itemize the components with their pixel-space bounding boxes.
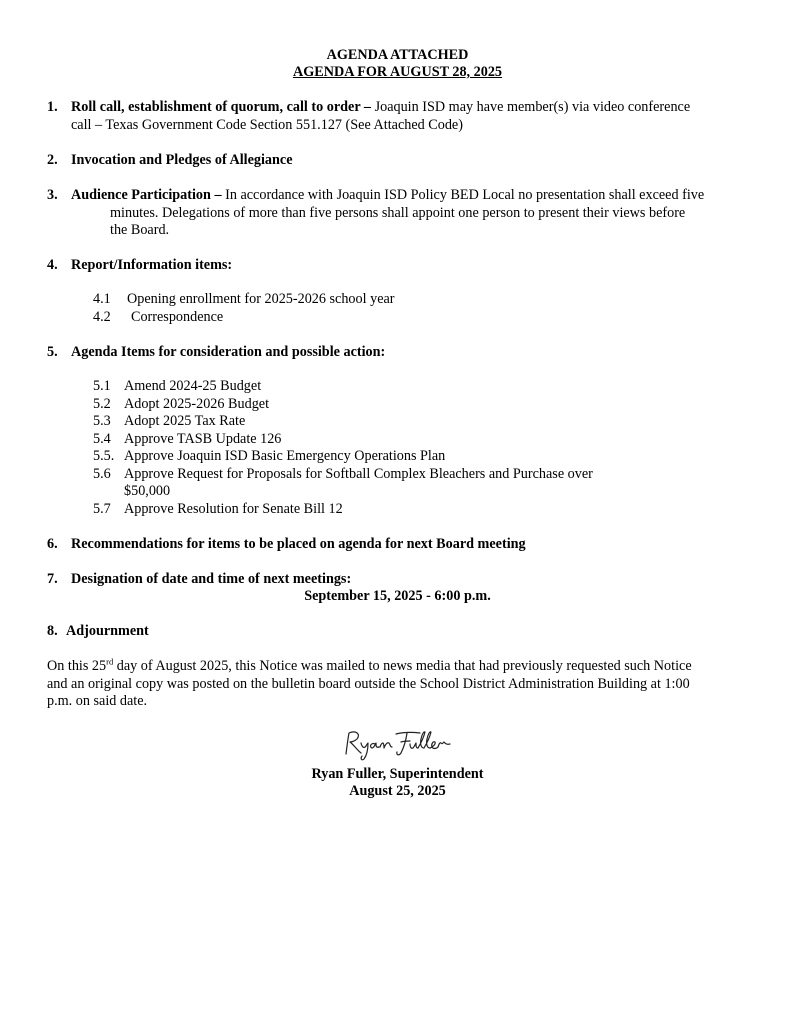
sub-item-text: Amend 2024-25 Budget bbox=[124, 378, 262, 394]
sub-item-number: 5.3 bbox=[93, 413, 111, 429]
signature-date: August 25, 2025 bbox=[349, 783, 446, 799]
sub-item-text: Approve Resolution for Senate Bill 12 bbox=[124, 501, 343, 517]
agenda-item-6: Recommendations for items to be placed on agenda for next Board meeting bbox=[71, 536, 526, 552]
sub-item-number: 5.2 bbox=[93, 396, 111, 412]
agenda-item-5: Agenda Items for consideration and possible action: bbox=[71, 344, 386, 360]
signer-name: Ryan Fuller, Superintendent bbox=[311, 766, 484, 782]
item-number: 7. bbox=[47, 571, 58, 587]
sub-item-text: Adopt 2025 Tax Rate bbox=[124, 413, 246, 429]
sub-item-number: 5.1 bbox=[93, 378, 111, 394]
handwritten-signature bbox=[338, 726, 458, 762]
sub-item-number: 4.1 bbox=[93, 291, 111, 307]
item-text: In accordance with Joaquin ISD Policy BED Local no presentation shall exceed five bbox=[221, 187, 705, 203]
sub-item-text: Approve Joaquin ISD Basic Emergency Operations Plan bbox=[124, 448, 446, 464]
item-title: Roll call, establishment of quorum, call to order – bbox=[71, 99, 372, 115]
item-text: minutes. Delegations of more than five persons shall appoint one person to present their views before bbox=[110, 205, 686, 221]
agenda-item-1 bbox=[71, 98, 690, 116]
sub-item-text: Opening enrollment for 2025-2026 school year bbox=[127, 291, 395, 307]
item-number: 8. bbox=[47, 623, 58, 639]
next-meeting-date: September 15, 2025 - 6:00 p.m. bbox=[304, 588, 491, 604]
sub-item-number: 5.4 bbox=[93, 431, 111, 447]
item-title: Audience Participation – bbox=[71, 187, 222, 203]
item-number: 3. bbox=[47, 187, 58, 203]
item-text: call – Texas Government Code Section 551.127 (See Attached Code) bbox=[71, 117, 463, 133]
item-text: Joaquin ISD may have member(s) via video conference bbox=[371, 99, 691, 115]
sub-item-number: 5.5. bbox=[93, 448, 115, 464]
sub-item-text: Approve TASB Update 126 bbox=[124, 431, 282, 447]
item-number: 6. bbox=[47, 536, 58, 552]
item-text: the Board. bbox=[110, 222, 170, 238]
notice-line-2: and an original copy was posted on the bulletin board outside the School District Administration Building at 1:00 bbox=[47, 676, 690, 692]
agenda-item-8: Adjournment bbox=[66, 623, 149, 639]
item-number: 2. bbox=[47, 152, 58, 168]
notice-line-3: p.m. on said date. bbox=[47, 693, 148, 709]
signature-image bbox=[338, 726, 458, 762]
sub-item-number: 5.7 bbox=[93, 501, 111, 517]
header-title: AGENDA ATTACHED bbox=[326, 47, 469, 63]
header-subtitle: AGENDA FOR AUGUST 28, 2025 bbox=[292, 64, 503, 80]
item-number: 4. bbox=[47, 257, 58, 273]
notice-line-1: On this 25rd day of August 2025, this Notice was mailed to news media that had previously requested such Notice bbox=[47, 656, 692, 674]
sub-item-text: $50,000 bbox=[124, 483, 171, 499]
agenda-item-3 bbox=[71, 186, 704, 204]
sub-item-text: Adopt 2025-2026 Budget bbox=[124, 396, 270, 412]
agenda-item-4: Report/Information items: bbox=[71, 257, 233, 273]
agenda-item-7: Designation of date and time of next meetings: bbox=[71, 571, 352, 587]
sub-item-number: 5.6 bbox=[93, 466, 111, 482]
sub-item-text: Correspondence bbox=[131, 309, 224, 325]
item-number: 1. bbox=[47, 99, 58, 115]
item-number: 5. bbox=[47, 344, 58, 360]
sub-item-number: 4.2 bbox=[93, 309, 111, 325]
agenda-item-2: Invocation and Pledges of Allegiance bbox=[71, 152, 293, 168]
sub-item-text: Approve Request for Proposals for Softball Complex Bleachers and Purchase over bbox=[124, 466, 593, 482]
